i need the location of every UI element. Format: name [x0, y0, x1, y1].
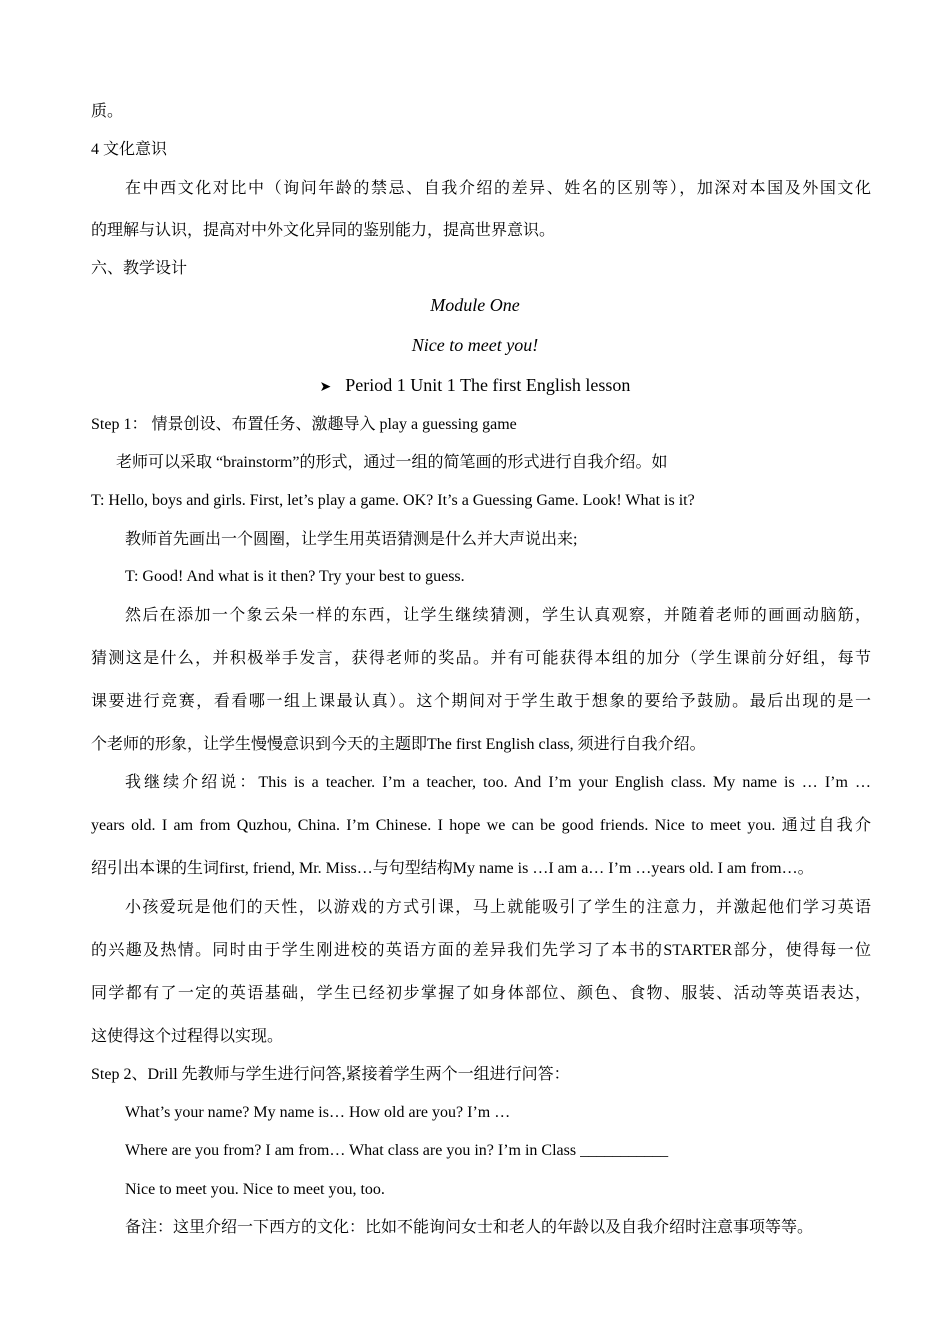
period-heading	[0, 375, 950, 398]
section-heading-design: 六、教学设计	[91, 260, 188, 277]
paragraph-line: 猜测这是什么，并积极举手发言，获得老师的奖品。并有可能获得本组的加分（学生课前分好组，每节	[91, 650, 871, 667]
paragraph-line: 的理解与认识，提高对中外文化异同的鉴别能力，提高世界意识。	[91, 222, 556, 239]
paragraph-line: 小孩爱玩是他们的天性，以游戏的方式引课，马上就能吸引了学生的注意力，并激起他们学习英语	[125, 899, 871, 916]
drill-line: Nice to meet you. Nice to meet you, too.	[125, 1181, 385, 1198]
paragraph-line: 教师首先画出一个圆圈，让学生用英语猜测是什么并大声说出来;	[125, 531, 578, 548]
arrowhead-bullet-icon: ➤	[319, 380, 332, 395]
period-heading-text: Period 1 Unit 1 The first English lesson	[345, 375, 631, 395]
step-heading: Step 2、Drill 先教师与学生进行问答,紧接着学生两个一组进行问答：	[91, 1066, 570, 1083]
step-heading: Step 1： 情景创设、布置任务、激趣导入 play a guessing game	[91, 416, 517, 433]
paragraph-line: 质。	[91, 103, 124, 120]
dialogue-line: T: Good! And what is it then? Try your best to guess.	[125, 568, 465, 585]
paragraph-line: 同学都有了一定的英语基础，学生已经初步掌握了如身体部位、颜色、食物、服装、活动等英语表达，	[91, 985, 871, 1002]
paragraph-line: 这使得这个过程得以实现。	[91, 1028, 284, 1045]
drill-line: Where are you from? I am from… What class are you in? I’m in Class ___________	[125, 1142, 669, 1159]
paragraph-line: years old. I am from Quzhou, China. I’m Chinese. I hope we can be good friends. Nice to meet you. 通过自我介	[91, 817, 871, 834]
paragraph-line: 老师可以采取 “brainstorm”的形式，通过一组的简笔画的形式进行自我介绍。如	[116, 454, 668, 471]
section-heading-culture: 4 文化意识	[91, 141, 168, 158]
drill-line: What’s your name? My name is… How old are you? I’m …	[125, 1104, 511, 1121]
dialogue-line: T: Hello, boys and girls. First, let’s play a game. OK? It’s a Guessing Game. Look! What is it?	[91, 492, 695, 509]
paragraph-line: 在中西文化对比中（询问年龄的禁忌、自我介绍的差异、姓名的区别等），加深对本国及外国文化	[125, 180, 871, 197]
paragraph-line: 我继续介绍说：This is a teacher. I’m a teacher, too. And I’m your English class. My name is … I’m …	[125, 774, 871, 791]
paragraph-line: 然后在添加一个象云朵一样的东西，让学生继续猜测，学生认真观察，并随着老师的画画动脑筋，	[125, 607, 871, 624]
paragraph-line: 课要进行竞赛，看看哪一组上课最认真）。这个期间对于学生敢于想象的要给予鼓励。最后出现的是一	[91, 693, 871, 710]
module-subtitle: Nice to meet you!	[411, 335, 539, 355]
note-line: 备注：这里介绍一下西方的文化：比如不能询问女士和老人的年龄以及自我介绍时注意事项等等。	[125, 1219, 814, 1236]
module-title: Module One	[430, 295, 520, 315]
paragraph-line: 绍引出本课的生词first, friend, Mr. Miss…与句型结构My name is …I am a… I’m …years old. I am from…。	[91, 860, 814, 877]
paragraph-line: 的兴趣及热情。同时由于学生刚进校的英语方面的差异我们先学习了本书的STARTER部分，使得每一位	[91, 942, 871, 959]
paragraph-line: 个老师的形象，让学生慢慢意识到今天的主题即The first English class, 须进行自我介绍。	[91, 736, 706, 753]
